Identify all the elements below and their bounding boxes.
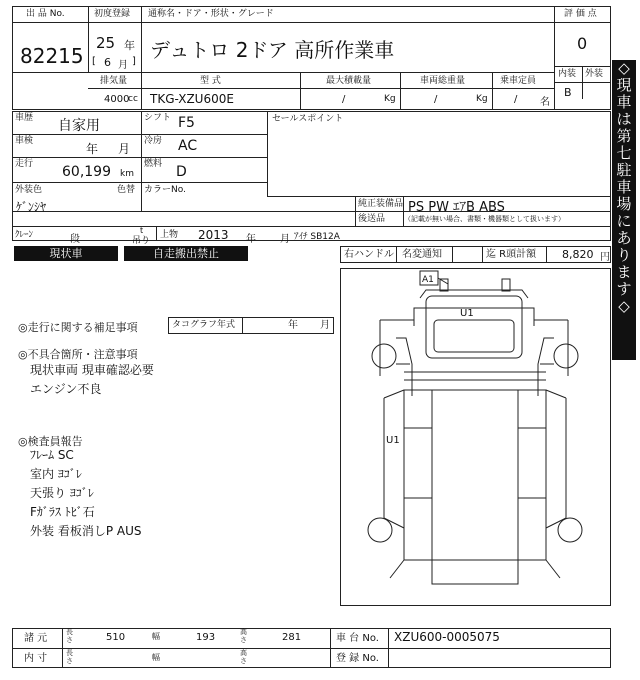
mileage-reading-label: 迄 R頭計額 (486, 249, 537, 260)
reg-month-bracket-close: ] (132, 56, 136, 67)
divider (141, 6, 142, 72)
reg-year-unit: 年 (124, 39, 135, 52)
displacement-label: 排気量 (100, 76, 128, 86)
sidebar-glyph: す (616, 280, 632, 298)
model-name: デュトロ 2ドア 高所作業車 (150, 38, 395, 62)
displacement-unit: cc (128, 94, 138, 104)
fuel-value: D (176, 164, 187, 180)
divider (388, 628, 389, 668)
sidebar-glyph: り (616, 246, 632, 264)
divider (400, 72, 401, 110)
interior-label: 内装 (558, 69, 577, 79)
tacho-label: タコグラフ年式 (172, 320, 236, 330)
crane-label: ｸﾚｰﾝ (15, 230, 34, 240)
inner-width-label: 幅 (152, 653, 160, 662)
gross-weight-unit: Kg (476, 94, 488, 104)
divider (12, 72, 555, 73)
inspection-month-unit: 月 (118, 142, 131, 156)
inspection-year-unit: 年 (86, 142, 99, 156)
reg-label: 登 録 No. (336, 653, 379, 664)
bed-folds (384, 390, 566, 528)
door-right (538, 338, 554, 396)
tacho-year-unit: 年 (288, 320, 298, 331)
divider (62, 628, 63, 668)
sidebar-glyph: 車 (616, 93, 632, 111)
boom-year-unit: 年 (246, 234, 256, 245)
sidebar-glyph: ◇ (618, 297, 630, 315)
boom-maker: ｱｲﾁ SB12A (294, 232, 340, 242)
length-label: 長さ (66, 628, 73, 644)
max-load-label: 最大積載量 (326, 76, 372, 86)
defect-item: エンジン不良 (30, 382, 102, 396)
crane-hoist-label: 吊り (132, 236, 151, 246)
mirror-right (502, 279, 510, 291)
divider (12, 157, 267, 158)
divider (355, 196, 356, 226)
inspector-item: 室内 ﾖｺﾞﾚ (30, 467, 82, 481)
max-load-unit: Kg (384, 94, 396, 104)
sidebar-glyph: に (616, 212, 632, 230)
sidebar-glyph: 現 (616, 76, 632, 94)
aftermarket-label: 後送品 (358, 214, 386, 224)
mileage-reading-unit: 円 (600, 252, 610, 263)
sidebar-glyph: 第 (616, 127, 632, 145)
divider (482, 246, 483, 263)
reg-month-unit: 月 (118, 60, 128, 71)
gross-weight-label: 車両総重量 (420, 76, 466, 86)
sales-points-label: セールスポイント (272, 114, 344, 124)
cab-back (404, 372, 546, 380)
divider (88, 88, 555, 89)
height-label: 高さ (240, 628, 247, 644)
divider (555, 66, 611, 67)
sidebar-glyph: あ (616, 229, 632, 247)
sidebar-glyph: 七 (616, 144, 632, 162)
divider (267, 111, 268, 196)
divider (12, 648, 611, 649)
divider (88, 22, 611, 23)
shift-label: シフト (144, 113, 172, 123)
tailgate (432, 560, 518, 584)
steering-label: 右ハンドル (344, 249, 394, 260)
color-change-label: 色替 (117, 185, 136, 195)
windshield (434, 320, 514, 352)
divider (141, 72, 142, 110)
interior-grade: B (564, 86, 572, 99)
defects-list (30, 361, 154, 399)
lot-number: 82215 (20, 44, 84, 68)
divider (555, 82, 611, 83)
reg-month-bracket-open: [ (92, 56, 96, 67)
dims-label: 内 寸 (24, 653, 48, 664)
sidebar-glyph: は (616, 110, 632, 128)
boom-year: 2013 (198, 228, 229, 242)
bed-ribs (404, 428, 546, 498)
capacity-sep: / (514, 94, 518, 105)
divider (88, 6, 89, 72)
fuel-label: 燃料 (144, 159, 163, 169)
wheel-front-right (554, 344, 578, 368)
sidebar-glyph: 車 (616, 178, 632, 196)
chassis-value: XZU600-0005075 (394, 630, 500, 644)
cargo-bed (404, 390, 546, 560)
defects-header: ◎不具合箇所・注意事項 (18, 348, 138, 361)
damage-mark-u1-side: U1 (386, 435, 400, 446)
sidebar-glyph: 場 (616, 195, 632, 213)
divider (12, 22, 88, 23)
divider (141, 182, 142, 211)
shift-value: F5 (178, 115, 195, 131)
width-label: 幅 (152, 632, 160, 641)
score-label: 評 価 点 (564, 9, 597, 19)
name-label: 通称名・ドア・形状・グレード (148, 9, 274, 19)
first-reg-label: 初度登録 (94, 9, 131, 19)
length-value: 510 (106, 632, 126, 643)
equipment-label: 純正装備品 (358, 199, 404, 209)
boom-label: 上物 (160, 230, 179, 240)
inspection-label: 車検 (15, 136, 34, 146)
capacity-label: 乗車定員 (500, 76, 537, 86)
history-label: 車歴 (15, 113, 34, 123)
cab-front (420, 290, 528, 298)
boom-month-unit: 月 (280, 234, 290, 245)
crane-stage-label: 段 (70, 234, 80, 245)
crane-ton-label: t (140, 226, 144, 235)
inspector-item: Fｶﾞﾗｽ ﾄﾋﾞ石 (30, 505, 95, 519)
cargo-bed-inner (432, 390, 518, 560)
model-code: TKG-XZU600E (150, 92, 234, 106)
chassis-label: 車 台 No. (336, 633, 379, 644)
divider (156, 226, 157, 241)
defect-item: 現状車両 現車確認必要 (30, 363, 154, 377)
score-value: 0 (577, 34, 588, 53)
divider (12, 182, 267, 183)
inspector-header: ◎検査員報告 (18, 435, 83, 448)
equipment-value: PS PW ｴｱB ABS (408, 200, 505, 215)
rear-folds (390, 560, 560, 578)
damage-mark-a1: A1 (422, 275, 434, 285)
wheel-rear-right (558, 518, 582, 542)
divider (452, 246, 453, 263)
as-is-badge: 現状車 (14, 246, 118, 261)
capacity-unit: 名 (540, 97, 550, 108)
width-value: 193 (196, 632, 216, 643)
divider (12, 211, 355, 212)
mileage-reading-value: 8,820 (562, 248, 594, 261)
model-code-label: 型 式 (200, 76, 221, 86)
mirror-left (440, 279, 448, 291)
displacement-value: 4000 (104, 94, 130, 105)
divider (492, 72, 493, 110)
driving-header: ◎走行に関する補足事項 (18, 321, 138, 334)
color-label: 外装色 (15, 185, 43, 195)
exterior-label: 外装 (585, 69, 604, 79)
divider (546, 246, 547, 263)
divider (12, 134, 267, 135)
door-left (396, 338, 412, 396)
ac-value: AC (178, 138, 198, 154)
history-value: 自家用 (58, 118, 100, 134)
bumper (414, 308, 534, 326)
max-load-sep: / (342, 94, 346, 105)
color-value: ｹﾞﾝｼﾔ (16, 200, 47, 214)
wheel-front-left (372, 344, 396, 368)
mileage-value: 60,199 (62, 164, 111, 180)
sidebar-glyph: 駐 (616, 161, 632, 179)
divider (330, 628, 331, 668)
wheel-rear-left (368, 518, 392, 542)
color-no-label: カラーNo. (144, 185, 186, 195)
reg-month: 6 (104, 56, 111, 69)
no-self-drive-badge: 自走搬出禁止 (124, 246, 248, 261)
inner-length-label: 長さ (66, 649, 73, 665)
inspector-item: 天張り ﾖｺﾞﾚ (30, 486, 94, 500)
inspector-item: ﾌﾚｰﾑ SC (30, 448, 74, 462)
gross-weight-sep: / (434, 94, 438, 105)
mileage-label: 走行 (15, 159, 34, 169)
location-notice (612, 60, 636, 360)
cab-roof (426, 296, 522, 358)
inspector-list (30, 446, 141, 541)
specs-label: 諸 元 (24, 633, 48, 644)
divider (12, 226, 611, 227)
reg-year: 25 (96, 34, 116, 52)
inspector-item: 外装 看板消しP AUS (30, 524, 142, 538)
divider (300, 72, 301, 110)
damage-mark-u1-cab: U1 (460, 308, 474, 319)
name-change-label: 名変通知 (402, 249, 442, 260)
inner-height-label: 高さ (240, 649, 247, 665)
sidebar-glyph: ま (616, 263, 632, 281)
divider (396, 246, 397, 263)
lot-label: 出 品 No. (26, 9, 65, 19)
tacho-month-unit: 月 (320, 320, 330, 331)
aftermarket-note: （記載が無い場合、書類・機器類として扱います） (404, 215, 565, 223)
truck-diagram (340, 268, 611, 606)
mileage-unit: km (120, 169, 134, 179)
height-value: 281 (282, 632, 302, 643)
ac-label: 冷房 (144, 136, 163, 146)
sidebar-glyph: ◇ (618, 59, 630, 77)
divider (242, 317, 243, 334)
